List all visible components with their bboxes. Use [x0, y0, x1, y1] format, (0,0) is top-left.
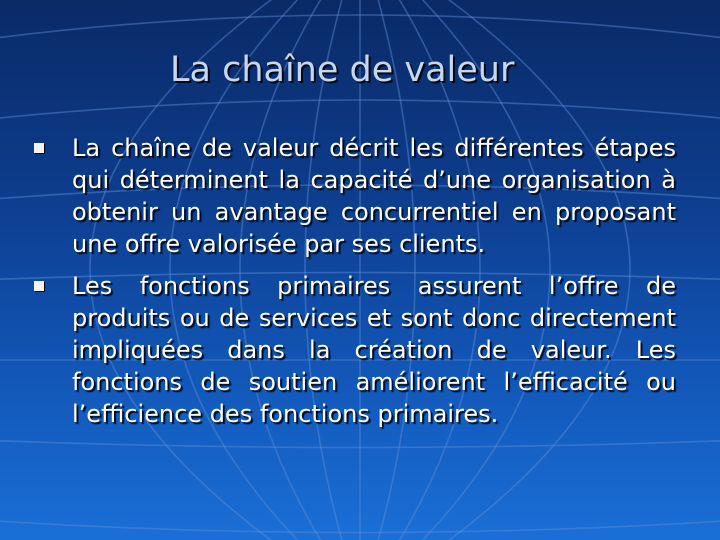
square-bullet-icon	[34, 143, 44, 153]
bullet-item	[28, 132, 676, 260]
bullet-text: Les fonctions primaires assurent l’offre de produits ou de services et sont donc directement impliquées dans la création de valeur. Les fonctions de soutien améliorent l’efficacité ou l’efficience des fonctions primaires.	[72, 272, 676, 428]
slide-title: La chaîne de valeur	[170, 50, 515, 90]
bullet-item	[28, 270, 676, 430]
square-bullet-icon	[34, 281, 44, 291]
bullet-text: La chaîne de valeur décrit les différentes étapes qui déterminent la capacité d’une organisation à obtenir un avantage concurrentiel en proposant une offre valorisée par ses clients.	[72, 134, 676, 258]
bullet-list	[28, 132, 676, 440]
